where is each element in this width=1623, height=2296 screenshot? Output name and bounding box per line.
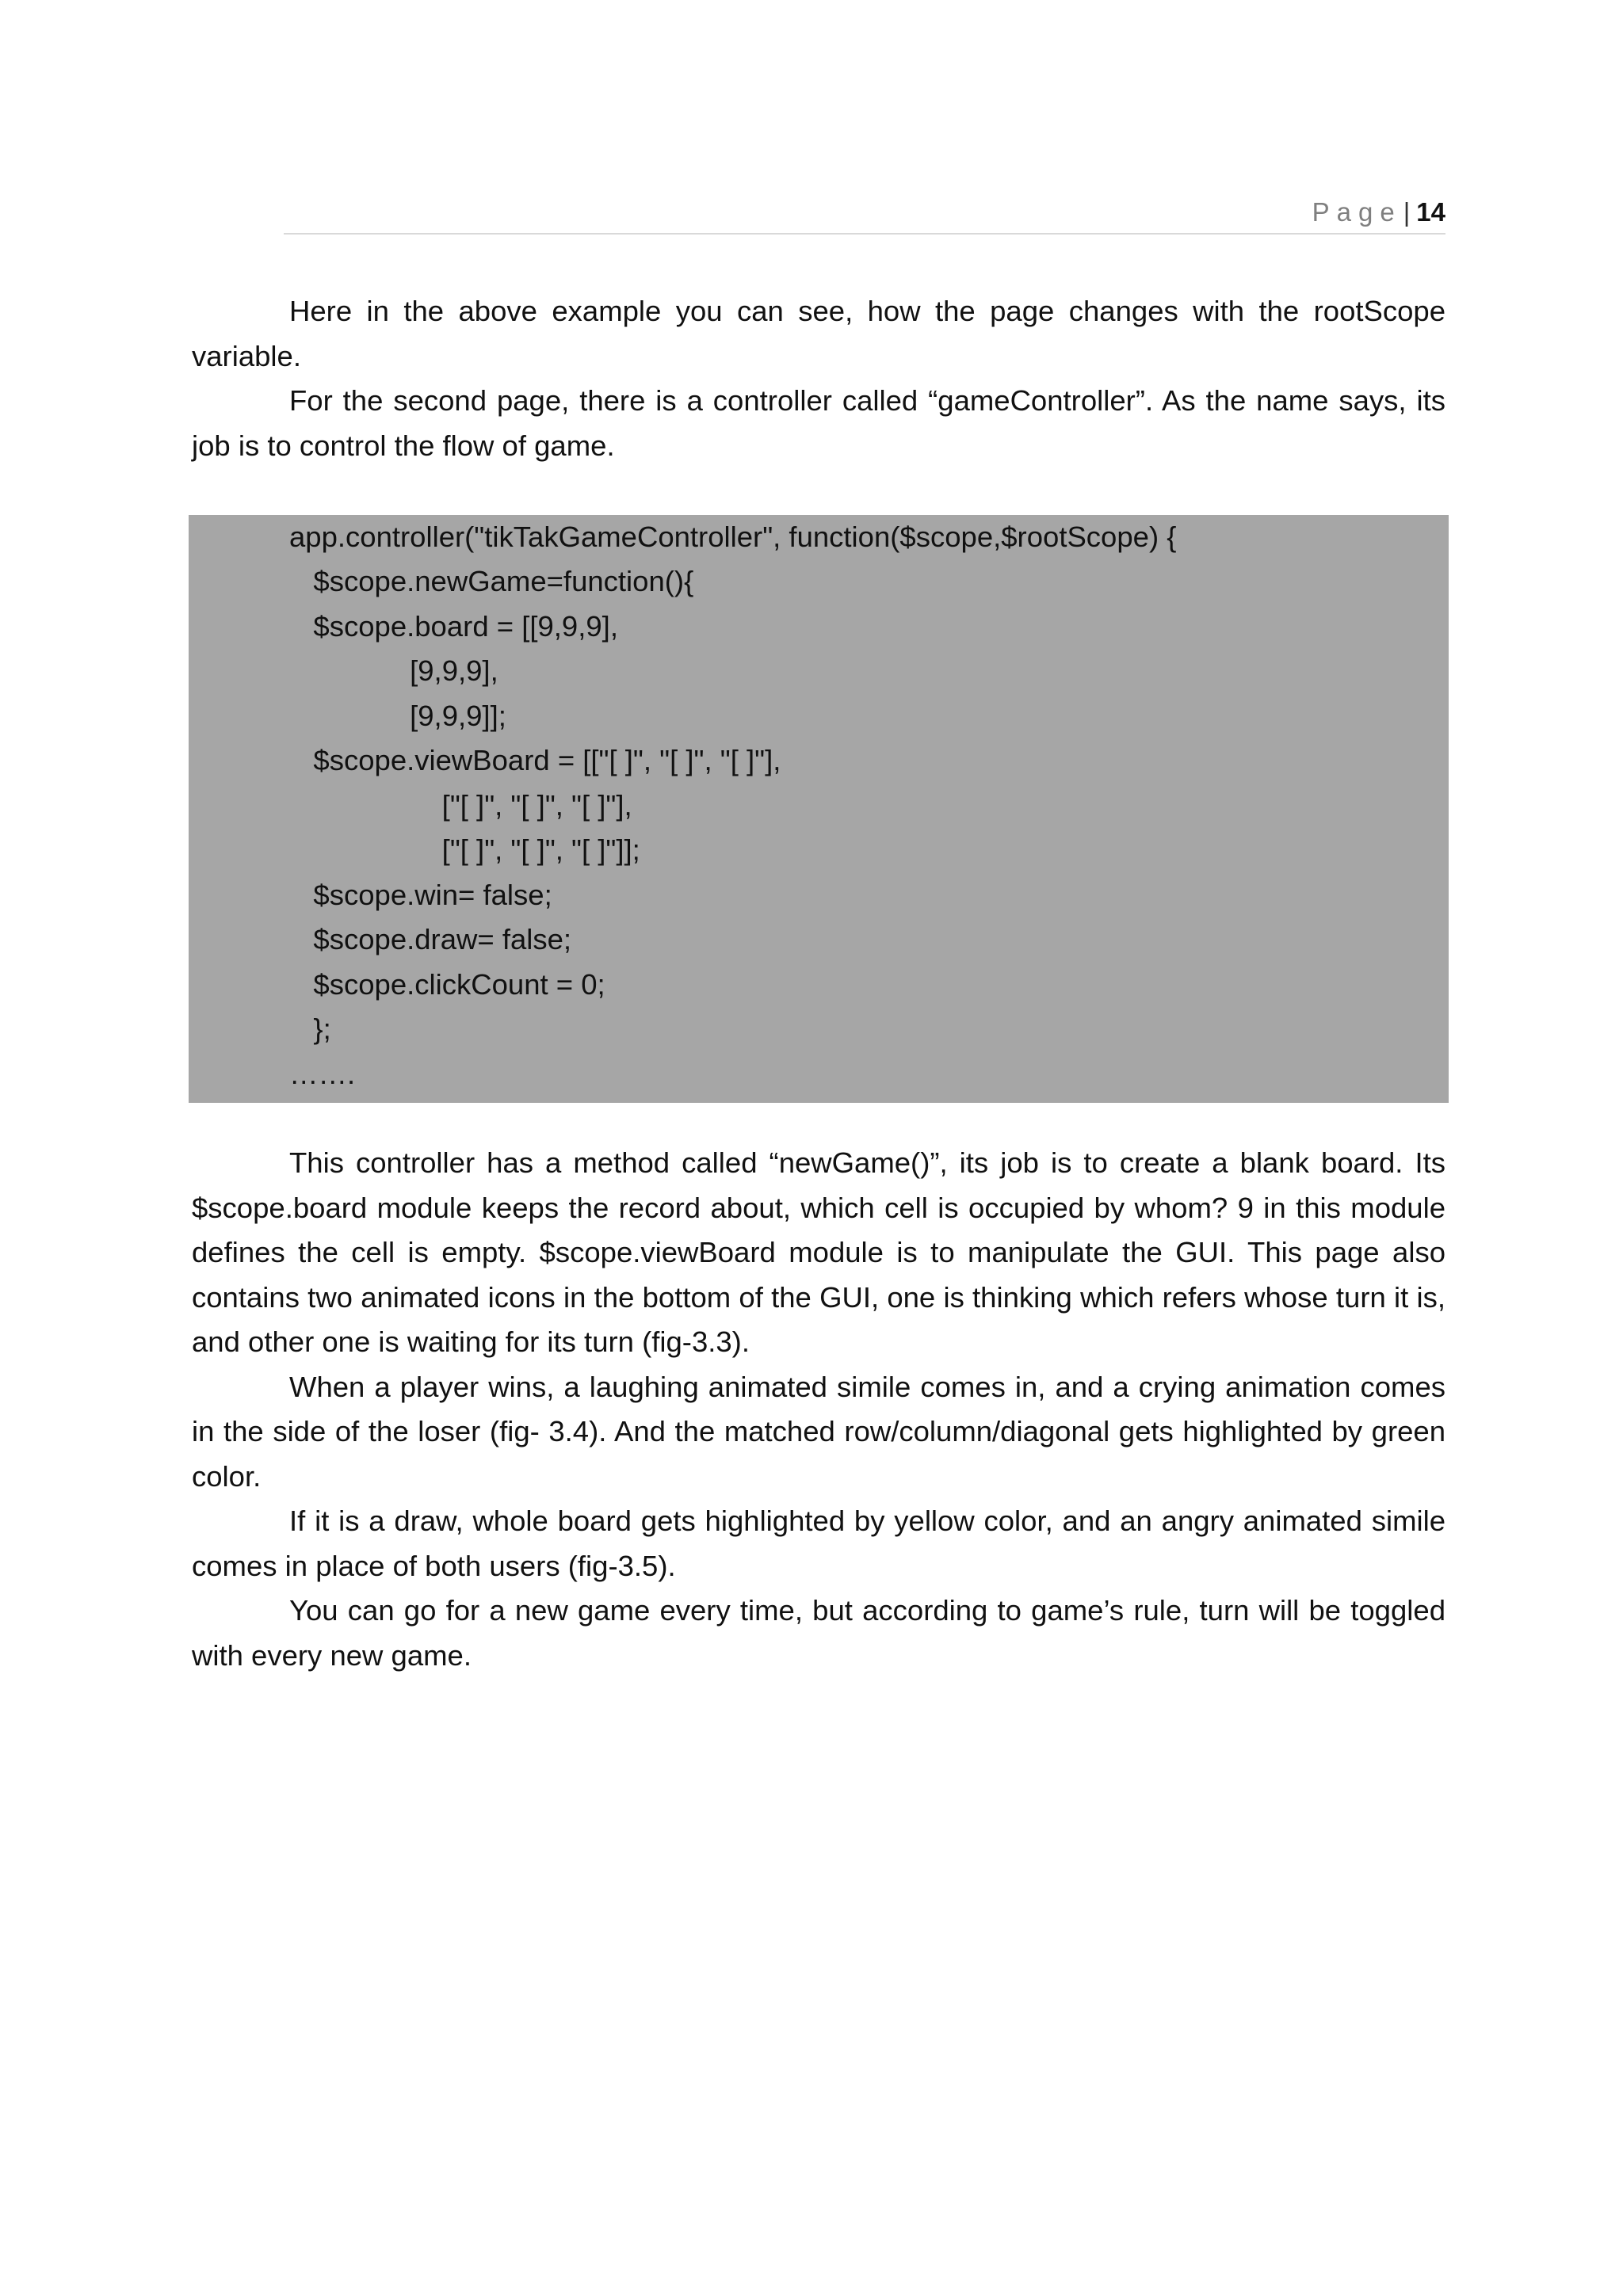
paragraph-game-controller: For the second page, there is a controller called “gameController”. As the name says, its job is to control the flow of game. xyxy=(192,384,1445,462)
code-line: app.controller("tikTakGameController", function($scope,$rootScope) { xyxy=(289,521,1177,553)
paragraph-toggle-turn: You can go for a new game every time, but according to game’s rule, turn will be toggled with every new game. xyxy=(192,1594,1445,1672)
code-line: $scope.draw= false; xyxy=(289,923,572,955)
outro-text xyxy=(192,1141,1445,1678)
paragraph-new-game: This controller has a method called “newGame()”, its job is to create a blank board. Its $scope.board module keeps the record about, which cell is occupied by whom? 9 in this module defines the cell is empty. $scope.viewBoard module is to manipulate the GUI. This page also contains two animated icons in the bottom of the GUI, one is thinking which refers whose turn it is, and other one is waiting for its turn (fig-3.3). xyxy=(192,1146,1445,1358)
code-line: }; xyxy=(289,1013,331,1045)
code-line: $scope.viewBoard = [["[ ]", "[ ]", "[ ]"], xyxy=(289,744,781,776)
code-line: $scope.win= false; xyxy=(289,879,552,911)
code-line: ……. xyxy=(289,1058,356,1090)
paragraph-rootscope: Here in the above example you can see, how the page changes with the rootScope variable. xyxy=(192,295,1445,372)
code-line: [9,9,9]]; xyxy=(289,700,506,732)
page-separator: | xyxy=(1403,197,1411,227)
code-line: $scope.newGame=function(){ xyxy=(289,565,694,597)
code-line: ["[ ]", "[ ]", "[ ]"], xyxy=(289,789,632,822)
page-number-label xyxy=(1312,196,1445,228)
paragraph-draw: If it is a draw, whole board gets highlighted by yellow color, and an angry animated simile comes in place of both users (fig-3.5). xyxy=(192,1505,1445,1582)
code-line: $scope.board = [[9,9,9], xyxy=(289,610,618,643)
intro-text xyxy=(192,289,1445,468)
code-line: ["[ ]", "[ ]", "[ ]"]]; xyxy=(289,833,640,866)
page-header xyxy=(284,192,1445,235)
page-number: 14 xyxy=(1416,197,1445,227)
code-line: $scope.clickCount = 0; xyxy=(289,968,605,1001)
page-word: Page xyxy=(1312,197,1402,227)
code-line: [9,9,9], xyxy=(289,654,498,687)
paragraph-player-wins: When a player wins, a laughing animated simile comes in, and a crying animation comes in the side of the loser (fig- 3.4). And the matched row/column/diagonal gets highlighted by green color. xyxy=(192,1370,1445,1493)
